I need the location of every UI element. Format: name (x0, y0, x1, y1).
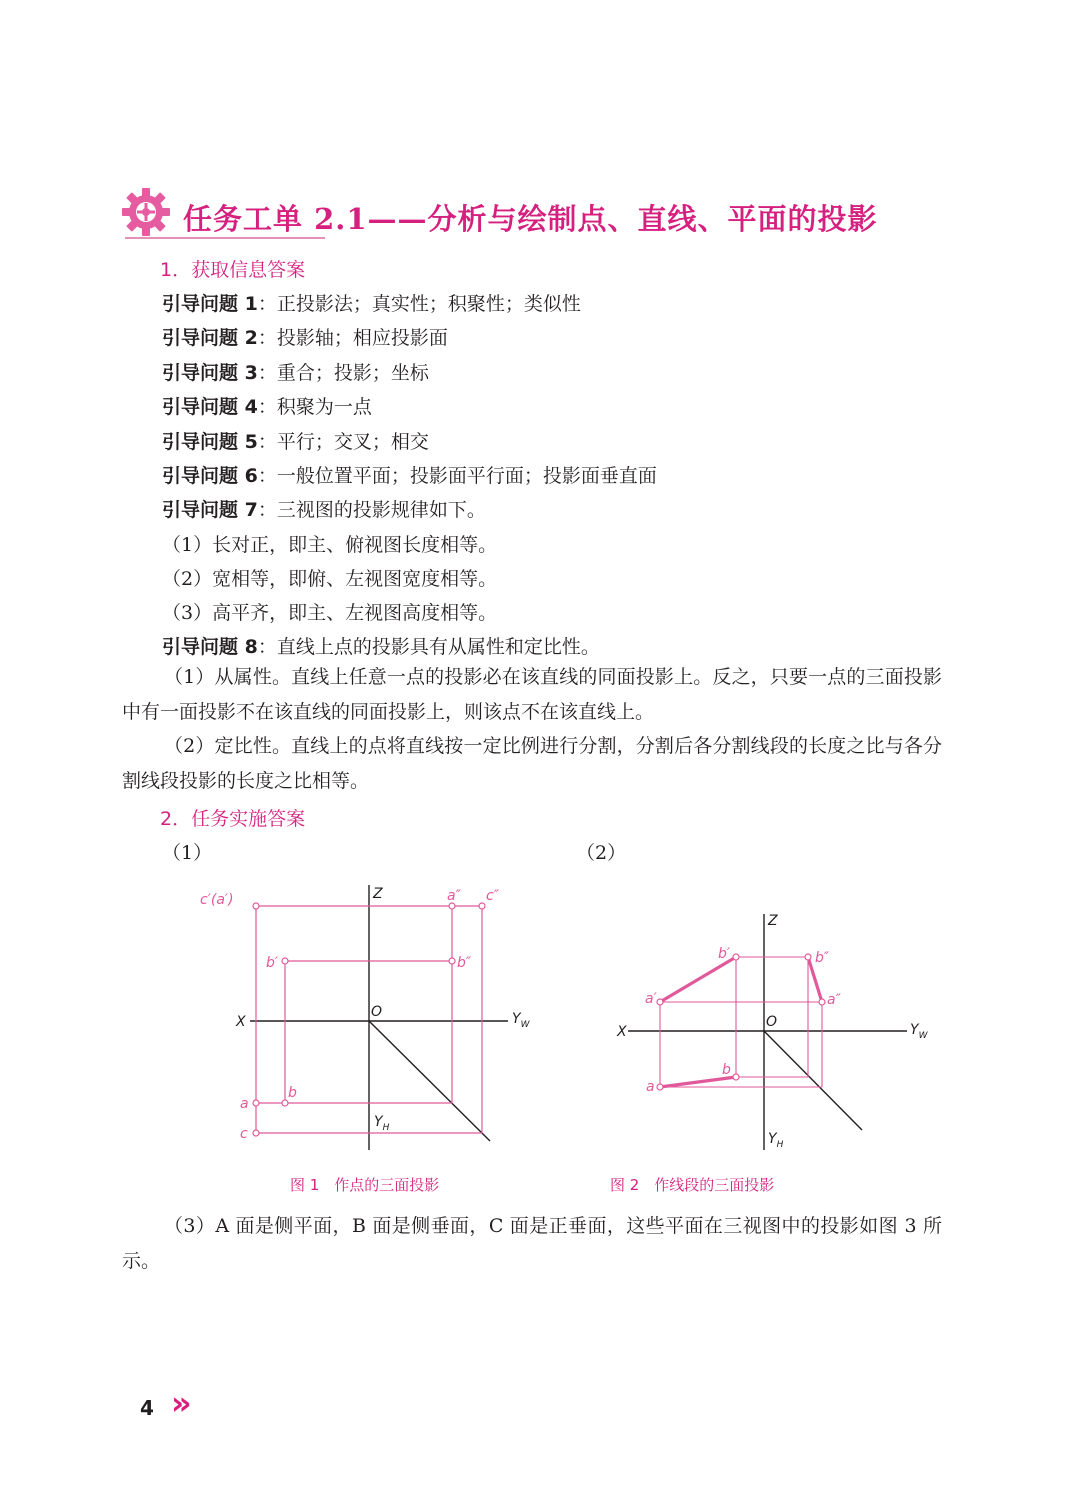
label-c: c (240, 1126, 248, 1142)
label-a: a (240, 1096, 249, 1112)
guide-question-7-label: 引导问题 7 (162, 499, 258, 521)
figure-1-caption: 图 1 作点的三面投影 (290, 1176, 440, 1194)
sub-item-1: （1） (162, 842, 213, 864)
list-item: （1）长对正，即主、俯视图长度相等。 (162, 534, 498, 556)
list-item: （2）宽相等，即俯、左视图宽度相等。 (162, 568, 498, 590)
label-x-axis: X (617, 1024, 627, 1040)
guide-question-4-text: ：积聚为一点 (257, 396, 372, 418)
label-b-double-prime: b″ (815, 950, 830, 966)
label-z-axis: Z (373, 886, 383, 902)
guide-question-6-text: ：一般位置平面；投影面平行面；投影面垂直面 (257, 465, 657, 487)
label-z-axis: Z (768, 913, 778, 929)
guide-question-5-label: 引导问题 5 (162, 431, 258, 453)
page-number: 4 (140, 1396, 154, 1420)
guide-question-1 (162, 289, 581, 316)
paragraph-planes: （3）A 面是侧平面，B 面是侧垂面，C 面是正垂面，这些平面在三视图中的投影如图 3 所示。 (122, 1215, 942, 1272)
label-yh-axis: $Y_H$ (768, 1131, 784, 1150)
guide-question-2 (162, 323, 448, 350)
figure-1-point-projection (190, 880, 550, 1150)
guide-question-6-label: 引导问题 6 (162, 465, 258, 487)
label-c-double-prime: c″ (486, 888, 499, 904)
guide-question-8 (162, 632, 600, 659)
guide-question-8-label: 引导问题 8 (162, 636, 258, 658)
label-c-prime-a-prime: c′(a′) (200, 892, 234, 908)
label-b-double-prime: b″ (457, 955, 472, 971)
guide-question-4-label: 引导问题 4 (162, 396, 258, 418)
guide-question-1-label: 引导问题 1 (162, 293, 258, 315)
gear-icon (120, 186, 172, 238)
label-b-prime: b′ (266, 955, 279, 971)
guide-question-1-text: ：正投影法；真实性；积聚性；类似性 (257, 293, 581, 315)
section-heading-1: 1．获取信息答案 (160, 259, 306, 281)
guide-question-3-text: ：重合；投影；坐标 (257, 362, 429, 384)
label-a-prime: a′ (645, 991, 657, 1007)
label-yw-axis: $Y_W$ (512, 1011, 530, 1030)
guide-question-7 (162, 495, 486, 522)
guide-question-2-text: ：投影轴；相应投影面 (257, 327, 448, 349)
figure-2-segment-projection (610, 900, 930, 1155)
label-b-prime: b′ (718, 946, 731, 962)
label-yh-axis: $Y_H$ (374, 1114, 390, 1133)
title-underline (125, 237, 325, 239)
double-chevron-icon: » (171, 1384, 192, 1422)
label-a-double-prime: a″ (447, 888, 461, 904)
guide-question-8-text: ：直线上点的投影具有从属性和定比性。 (257, 636, 600, 658)
list-item: （3）高平齐，即主、左视图高度相等。 (162, 602, 498, 624)
guide-question-4 (162, 392, 372, 419)
guide-question-2-label: 引导问题 2 (162, 327, 258, 349)
paragraph-fixed-ratio: （2）定比性。直线上的点将直线按一定比例进行分割，分割后各分割线段的长度之比与各分割线段投影的长度之比相等。 (122, 735, 942, 792)
paragraph-subordination: （1）从属性。直线上任意一点的投影必在该直线的同面投影上。反之，只要一点的三面投影中有一面投影不在该直线的同面投影上，则该点不在该直线上。 (122, 666, 942, 723)
label-x-axis: X (236, 1014, 246, 1030)
label-b: b (288, 1085, 297, 1101)
label-yw-axis: $Y_W$ (910, 1022, 928, 1041)
guide-question-6 (162, 461, 657, 488)
label-b: b (722, 1062, 731, 1078)
sub-item-2: （2） (576, 842, 627, 864)
label-origin: O (371, 1004, 383, 1020)
page-title: 任务工单 2.1——分析与绘制点、直线、平面的投影 (183, 202, 878, 236)
guide-question-5 (162, 427, 429, 454)
section-heading-2: 2．任务实施答案 (160, 808, 306, 830)
guide-question-3-label: 引导问题 3 (162, 362, 258, 384)
label-a-double-prime: a″ (827, 992, 841, 1008)
figure-2-caption: 图 2 作线段的三面投影 (610, 1176, 775, 1194)
label-a: a (646, 1079, 655, 1095)
label-origin: O (766, 1014, 778, 1030)
guide-question-7-text: ：三视图的投影规律如下。 (257, 499, 486, 521)
guide-question-5-text: ：平行；交叉；相交 (257, 431, 429, 453)
guide-question-3 (162, 358, 429, 385)
